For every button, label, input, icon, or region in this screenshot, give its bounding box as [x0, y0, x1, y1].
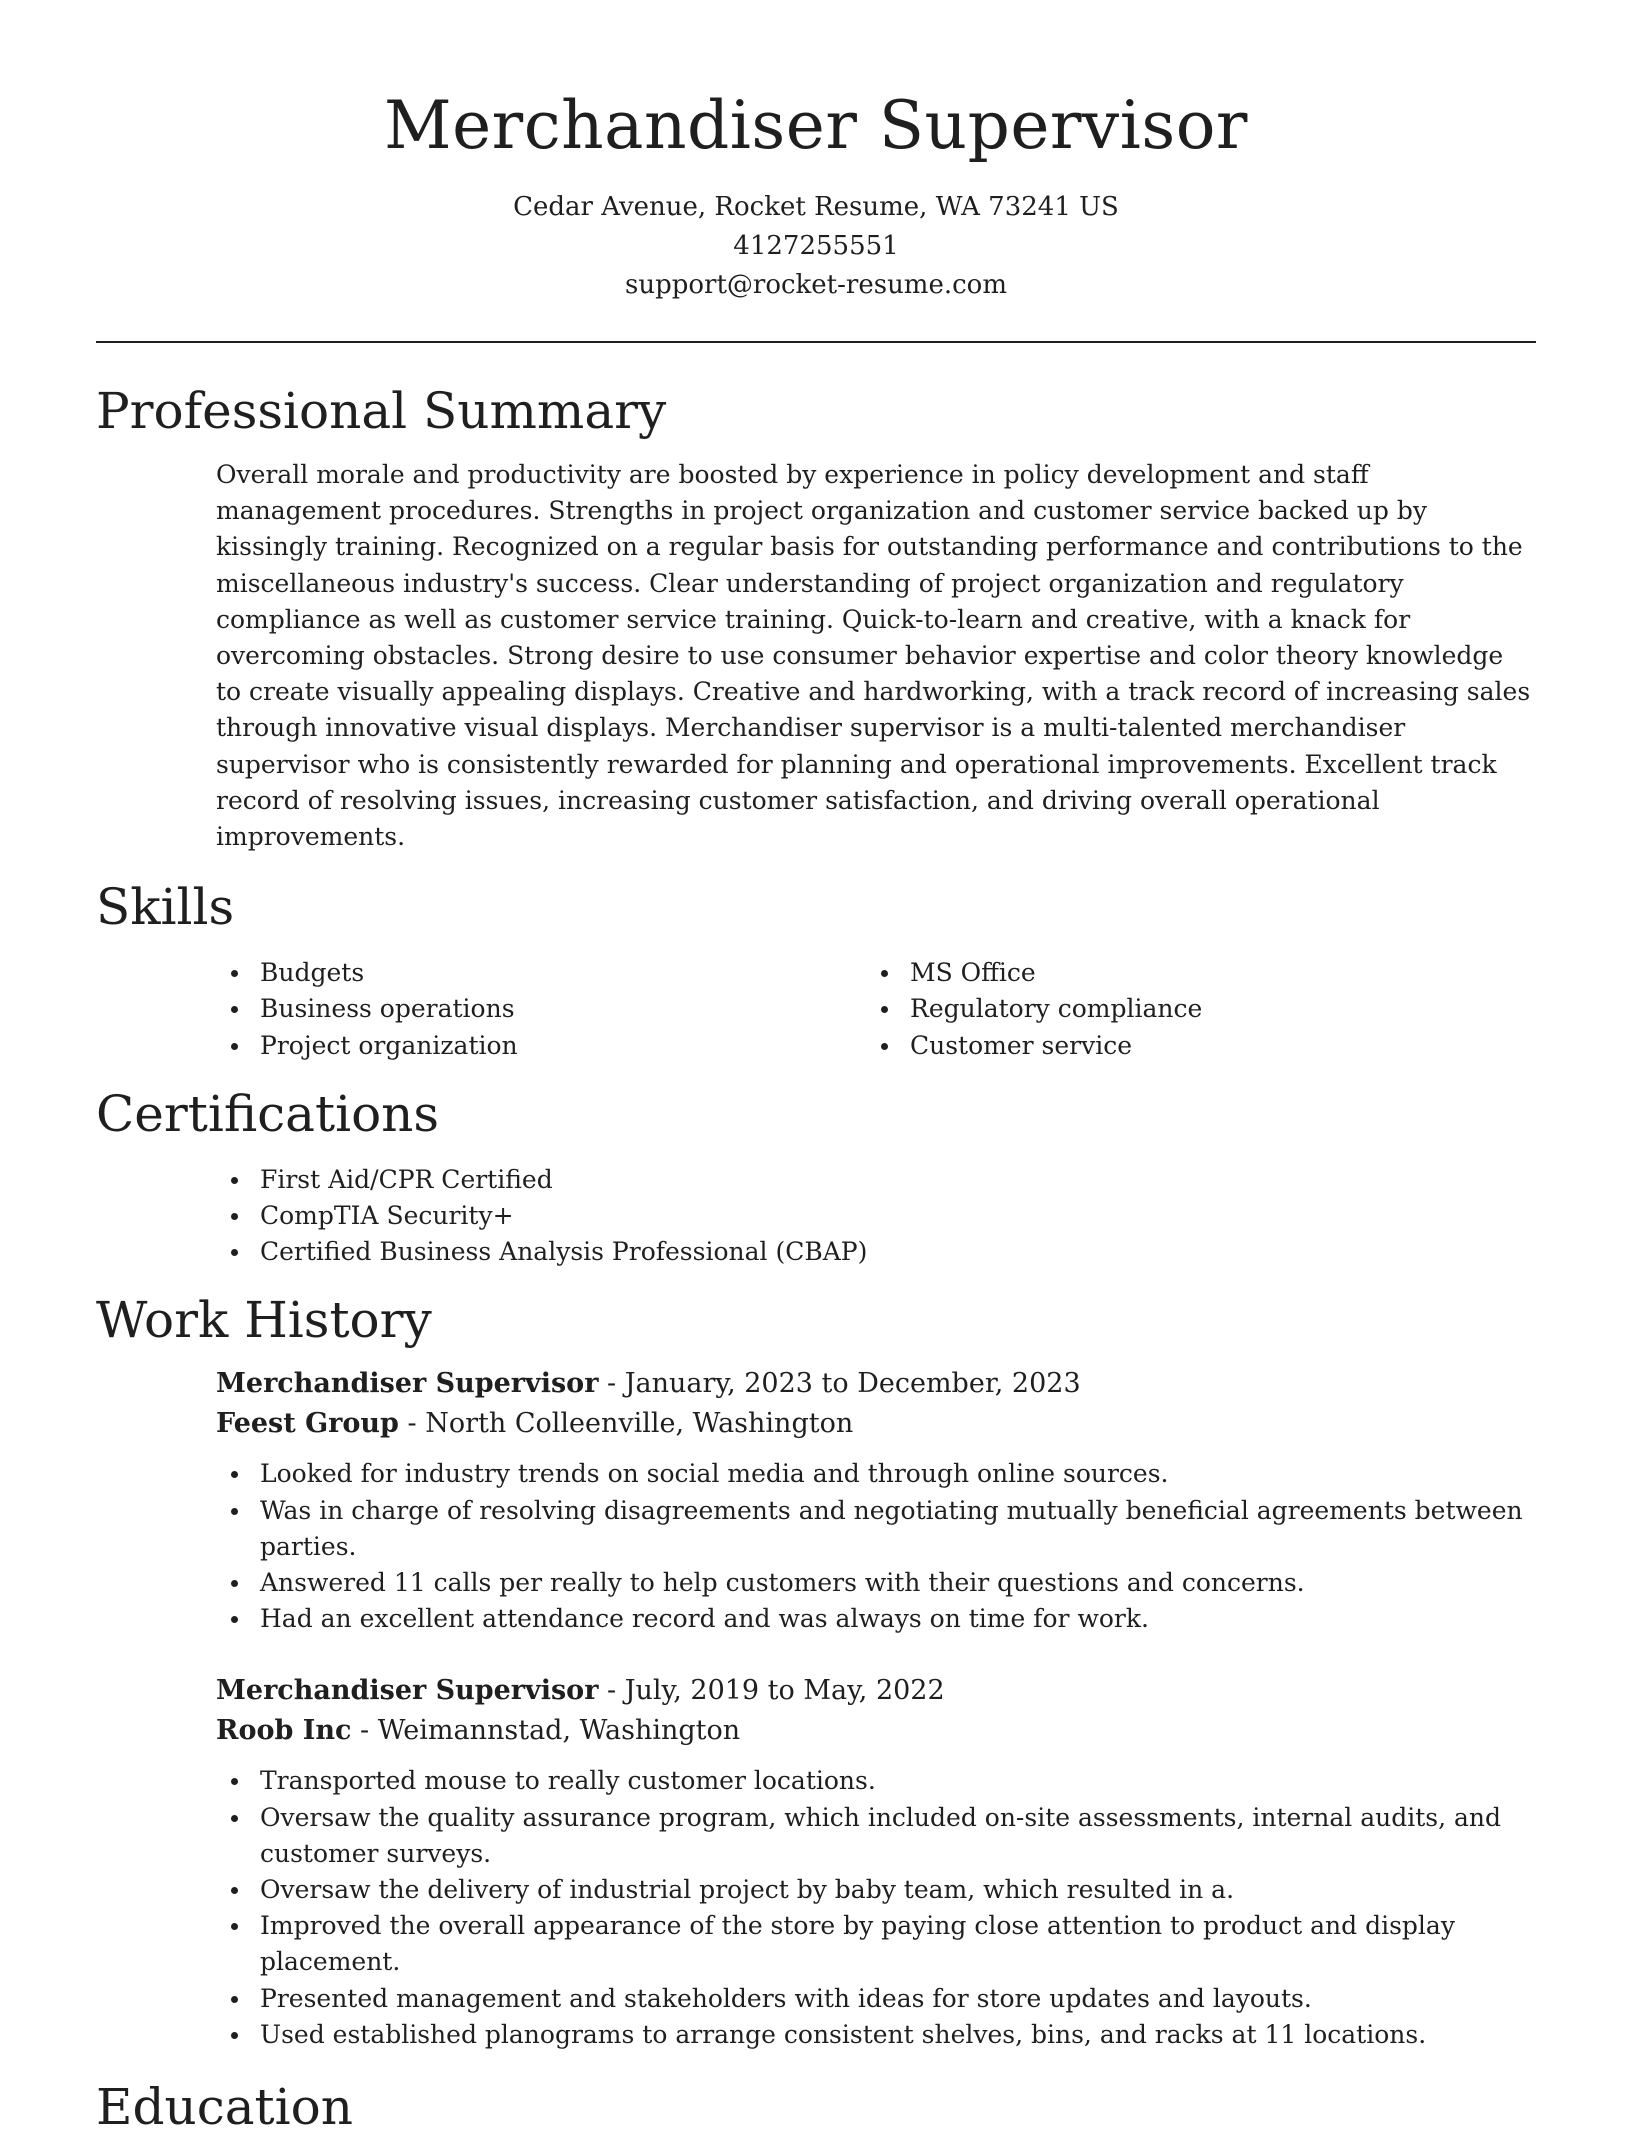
job-title: Merchandiser Supervisor [216, 1675, 599, 1707]
job-company: Feest Group [216, 1408, 399, 1440]
certification-item: Certified Business Analysis Professional (CBAP) [216, 1234, 1536, 1270]
skill-item: Regulatory compliance [866, 991, 1516, 1027]
job-bullet: Had an excellent attendance record and was always on time for work. [216, 1601, 1536, 1637]
job-company: Roob Inc [216, 1715, 352, 1747]
job-title: Merchandiser Supervisor [216, 1368, 599, 1400]
job-bullet: Answered 11 calls per really to help customers with their questions and concerns. [216, 1565, 1536, 1601]
job-bullet: Looked for industry trends on social media and through online sources. [216, 1456, 1536, 1492]
skill-item: Project organization [216, 1028, 866, 1064]
certifications-list [216, 1162, 1536, 1271]
job-company-line [216, 1711, 1536, 1751]
job-location: - North Colleenville, Washington [398, 1408, 854, 1440]
contact-info [96, 188, 1536, 305]
job-bullet: Oversaw the delivery of industrial project by baby team, which resulted in a. [216, 1872, 1536, 1908]
summary-text: Overall morale and productivity are boosted by experience in policy development and staff management procedures. Strengths in project organization and customer service backed up by kissingly training. Recognized on a regular basis for outstanding performance and contributions to the miscellaneous industry's success. Clear understanding of project organization and regulatory compliance as well as customer service training. Quick-to-learn and creative, with a knack for overcoming obstacles. Strong desire to use consumer behavior expertise and color theory knowledge to create visually appealing displays. Creative and hardworking, with a track record of increasing sales through innovative visual displays. Merchandiser supervisor is a multi-talented merchandiser supervisor who is consistently rewarded for planning and operational improvements. Excellent track record of resolving issues, increasing customer satisfaction, and driving overall operational improvements. [216, 460, 1531, 852]
job-bullet: Improved the overall appearance of the store by paying close attention to product and display placement. [216, 1908, 1536, 1980]
job-entry [216, 1671, 1536, 2053]
certification-item: First Aid/CPR Certified [216, 1162, 1536, 1198]
resume-page [96, 0, 1536, 2137]
skills-column-left [216, 955, 866, 1064]
education-section [96, 2077, 1536, 2137]
skills-section [96, 877, 1536, 1064]
certifications-section [96, 1084, 1536, 1271]
summary-heading: Professional Summary [96, 382, 667, 440]
skill-item: MS Office [866, 955, 1516, 991]
candidate-name: Merchandiser Supervisor [384, 87, 1248, 164]
job-title-line [216, 1671, 1536, 1711]
work-history-section [96, 1290, 1536, 2053]
skills-column-right [866, 955, 1516, 1064]
skills-heading: Skills [96, 878, 235, 937]
skill-item: Customer service [866, 1028, 1516, 1064]
certifications-heading: Certifications [96, 1084, 440, 1143]
job-dates: - July, 2019 to May, 2022 [598, 1675, 945, 1707]
certification-item: CompTIA Security+ [216, 1198, 1536, 1234]
header-divider [96, 341, 1536, 343]
skill-item: Business operations [216, 991, 866, 1027]
job-bullet: Used established planograms to arrange consistent shelves, bins, and racks at 11 locations. [216, 2017, 1536, 2053]
job-dates: - January, 2023 to December, 2023 [598, 1368, 1081, 1400]
phone-line: 4127255551 [733, 231, 899, 261]
job-location: - Weimannstad, Washington [351, 1715, 741, 1747]
address-line: Cedar Avenue, Rocket Resume, WA 73241 US [513, 192, 1119, 222]
job-title-line [216, 1364, 1536, 1404]
summary-section [96, 381, 1536, 855]
job-bullet: Transported mouse to really customer locations. [216, 1763, 1536, 1799]
job-bullet: Oversaw the quality assurance program, which included on-site assessments, internal audits, and customer surveys. [216, 1800, 1536, 1872]
job-company-line [216, 1404, 1536, 1444]
job-bullets [216, 1456, 1536, 1637]
email-line: support@rocket-resume.com [624, 270, 1007, 300]
job-bullets [216, 1763, 1536, 2053]
job-bullet: Presented management and stakeholders with ideas for store updates and layouts. [216, 1981, 1536, 2017]
skill-item: Budgets [216, 955, 866, 991]
job-entry [216, 1364, 1536, 1637]
work-history-heading: Work History [96, 1291, 432, 1350]
skills-grid [216, 955, 1536, 1064]
job-bullet: Was in charge of resolving disagreements and negotiating mutually beneficial agreements between parties. [216, 1493, 1536, 1565]
education-heading: Education [96, 2078, 353, 2137]
